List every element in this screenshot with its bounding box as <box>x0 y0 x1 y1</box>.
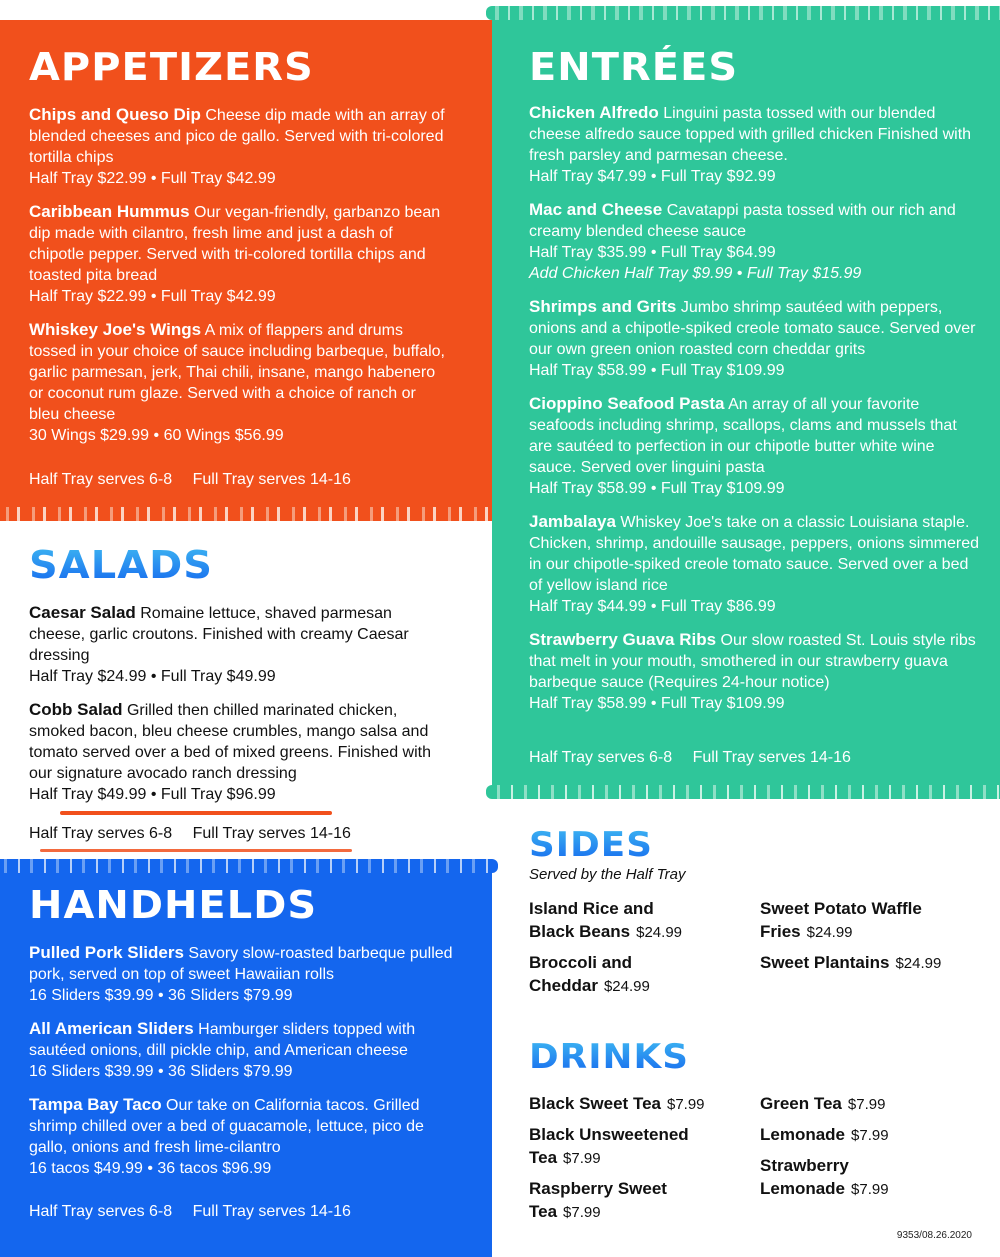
item-price: $7.99 <box>847 1096 886 1113</box>
list-item <box>760 897 950 944</box>
item-price: $7.99 <box>851 1181 889 1198</box>
item-description: A mix of flappers and drums tossed in your choice of sauce including barbeque, buffalo, garlic parmesan, jerk, Thai chili, insane, mango habenero or coconut rum glaze. Served with a choice of ranch or bleu cheese <box>29 322 445 423</box>
item-name: Raspberry Sweet Tea <box>529 1179 667 1221</box>
item-price: $24.99 <box>603 978 650 995</box>
full-tray-serves: Full Tray serves 14-16 <box>192 471 351 488</box>
item-name: Jambalaya <box>529 512 616 531</box>
menu-item <box>529 393 984 499</box>
handhelds-heading: HANDHELDS <box>29 883 318 927</box>
drinks-left-column <box>529 1092 760 1231</box>
item-price: Half Tray $22.99 • Full Tray $42.99 <box>29 288 276 305</box>
salads-serving-note <box>29 823 351 844</box>
list-item <box>529 1092 739 1116</box>
full-tray-serves: Full Tray serves 14-16 <box>692 749 851 766</box>
item-name: Island Rice and Black Beans <box>529 899 654 941</box>
item-price: $24.99 <box>636 924 683 941</box>
item-price: $7.99 <box>563 1150 601 1167</box>
handhelds-section <box>0 868 492 1257</box>
item-name: Caribbean Hummus <box>29 202 190 221</box>
item-name: Cioppino Seafood Pasta <box>529 394 725 413</box>
half-tray-serves: Half Tray serves 6-8 <box>29 471 173 488</box>
drinks-heading: DRINKS <box>529 1037 689 1077</box>
item-price: $7.99 <box>563 1204 601 1221</box>
menu-item <box>29 1094 454 1179</box>
appetizers-heading: APPETIZERS <box>29 45 314 89</box>
item-description: Linguini pasta tossed with our blended cheese alfredo sauce topped with grilled chicken Finished with fresh parsley and parmesan cheese. <box>529 105 972 164</box>
entrees-heading: ENTRÉES <box>529 45 739 89</box>
sides-right-column <box>760 897 1000 1005</box>
document-code: 9353/08.26.2020 <box>896 1230 972 1241</box>
salads-heading: SALADS <box>29 543 214 587</box>
menu-item <box>29 104 449 189</box>
item-price: $24.99 <box>806 924 853 941</box>
item-name: Tampa Bay Taco <box>29 1095 162 1114</box>
item-name: Chicken Alfredo <box>529 103 659 122</box>
item-name: Shrimps and Grits <box>529 297 677 316</box>
appetizers-section <box>0 20 492 510</box>
full-tray-serves: Full Tray serves 14-16 <box>192 825 351 842</box>
item-price: 16 Sliders $39.99 • 36 Sliders $79.99 <box>29 987 293 1004</box>
item-price: Half Tray $49.99 • Full Tray $96.99 <box>29 786 276 803</box>
half-tray-serves: Half Tray serves 6-8 <box>29 825 173 842</box>
list-item <box>529 897 699 944</box>
item-name: Caesar Salad <box>29 603 136 622</box>
menu-item <box>29 319 449 446</box>
full-tray-serves: Full Tray serves 14-16 <box>192 1203 351 1220</box>
item-price: Half Tray $58.99 • Full Tray $109.99 <box>529 480 785 497</box>
divider-line <box>60 811 332 815</box>
item-name: Whiskey Joe's Wings <box>29 320 202 339</box>
menu-item <box>529 199 984 284</box>
item-description: Romaine lettuce, shaved parmesan cheese, garlic croutons. Finished with creamy Caesar dressing <box>29 605 409 664</box>
item-description: Jumbo shrimp sautéed with peppers, onions and a chipotle-spiked creole tomato sauce. Served over our own green onion roasted corn cheddar grits <box>529 299 976 358</box>
list-item <box>760 1123 1000 1147</box>
item-description: Whiskey Joe's take on a classic Louisiana staple. Chicken, shrimp, andouille sausage, peppers, onions simmered in our chipotle-spiked creole tomato sauce. Served over a bed of yellow island rice <box>529 514 980 594</box>
menu-item <box>29 699 449 805</box>
item-name: Cobb Salad <box>29 700 123 719</box>
entrees-serving-note <box>529 747 851 768</box>
menu-item <box>29 602 449 687</box>
handhelds-serving-note <box>29 1201 351 1222</box>
item-price: $7.99 <box>666 1096 705 1113</box>
appetizers-serving-note <box>29 469 351 490</box>
item-price: Half Tray $47.99 • Full Tray $92.99 <box>529 168 776 185</box>
drinks-right-column <box>760 1092 1000 1231</box>
sides-subtitle: Served by the Half Tray <box>529 866 686 883</box>
item-name: Strawberry Lemonade <box>760 1156 849 1198</box>
item-price: Half Tray $24.99 • Full Tray $49.99 <box>29 668 276 685</box>
list-item <box>529 1177 679 1224</box>
item-price: Half Tray $58.99 • Full Tray $109.99 <box>529 695 785 712</box>
list-item <box>529 951 699 998</box>
half-tray-serves: Half Tray serves 6-8 <box>529 749 673 766</box>
item-price: $24.99 <box>895 955 942 972</box>
item-price: Half Tray $22.99 • Full Tray $42.99 <box>29 170 276 187</box>
list-item <box>760 951 1000 975</box>
entrees-section <box>492 14 1000 790</box>
item-description: Cheese dip made with an array of blended cheeses and pico de gallo. Served with tri-colored tortilla chips <box>29 107 445 166</box>
item-name: Green Tea <box>760 1094 842 1113</box>
drinks-section <box>529 1037 989 1230</box>
item-price: Half Tray $35.99 • Full Tray $64.99 <box>529 244 776 261</box>
item-description: Our vegan-friendly, garbanzo bean dip made with cilantro, fresh lime and just a dash of chipotle pepper. Served with tri-colored tortilla chips and toasted pita bread <box>29 204 441 284</box>
item-price: 16 tacos $49.99 • 36 tacos $96.99 <box>29 1160 272 1177</box>
menu-item <box>29 942 454 1006</box>
menu-item <box>529 511 984 617</box>
item-name: Chips and Queso Dip <box>29 105 201 124</box>
list-item <box>760 1154 910 1201</box>
item-name: Sweet Potato Waffle Fries <box>760 899 922 941</box>
salads-section <box>0 540 492 860</box>
item-description: Hamburger sliders topped with sautéed onions, dill pickle chip, and American cheese <box>29 1021 416 1059</box>
menu-item <box>529 102 984 187</box>
item-description: An array of all your favorite seafoods including shrimp, scallops, clams and mussels that are sautéed to perfection in our chipotle butter white wine sauce. Served over linguini pasta <box>529 396 957 476</box>
item-name: Strawberry Guava Ribs <box>529 630 717 649</box>
item-name: Broccoli and Cheddar <box>529 953 632 995</box>
item-name: Black Sweet Tea <box>529 1094 661 1113</box>
item-description: Grilled then chilled marinated chicken, smoked bacon, bleu cheese crumbles, mango salsa and tomato served over a bed of mixed greens. Finished with our signature avocado ranch dressing <box>29 702 431 782</box>
sides-section <box>529 825 989 1018</box>
menu-item <box>29 1018 454 1082</box>
item-description: Our take on California tacos. Grilled shrimp chilled over a bed of guacamole, lettuce, pico de gallo, onions and fresh lime-cilantro <box>29 1097 424 1156</box>
list-item <box>529 1123 709 1170</box>
half-tray-serves: Half Tray serves 6-8 <box>29 1203 173 1220</box>
item-price: Half Tray $58.99 • Full Tray $109.99 <box>529 362 785 379</box>
list-item <box>760 1092 1000 1116</box>
item-add-on: Add Chicken Half Tray $9.99 • Full Tray $15.99 <box>529 265 862 282</box>
item-name: Pulled Pork Sliders <box>29 943 184 962</box>
menu-item <box>29 201 449 307</box>
menu-item <box>529 296 984 381</box>
sides-heading: SIDES <box>529 825 653 865</box>
menu-item <box>529 629 984 714</box>
item-name: Black Unsweetened Tea <box>529 1125 689 1167</box>
item-price: 30 Wings $29.99 • 60 Wings $56.99 <box>29 427 284 444</box>
divider-line <box>40 849 352 852</box>
item-description: Our slow roasted St. Louis style ribs that melt in your mouth, smothered in our strawberry guava barbeque sauce (Requires 24-hour notice) <box>529 632 976 691</box>
item-name: All American Sliders <box>29 1019 194 1038</box>
sides-left-column <box>529 897 760 1005</box>
item-name: Lemonade <box>760 1125 846 1144</box>
item-description: Cavatappi pasta tossed with our rich and creamy blended cheese sauce <box>529 202 956 240</box>
item-name: Sweet Plantains <box>760 953 890 972</box>
item-description: Savory slow-roasted barbeque pulled pork, served on top of sweet Hawaiian rolls <box>29 945 453 983</box>
item-price: 16 Sliders $39.99 • 36 Sliders $79.99 <box>29 1063 293 1080</box>
item-price: Half Tray $44.99 • Full Tray $86.99 <box>529 598 776 615</box>
item-name: Mac and Cheese <box>529 200 663 219</box>
item-price: $7.99 <box>851 1127 889 1144</box>
